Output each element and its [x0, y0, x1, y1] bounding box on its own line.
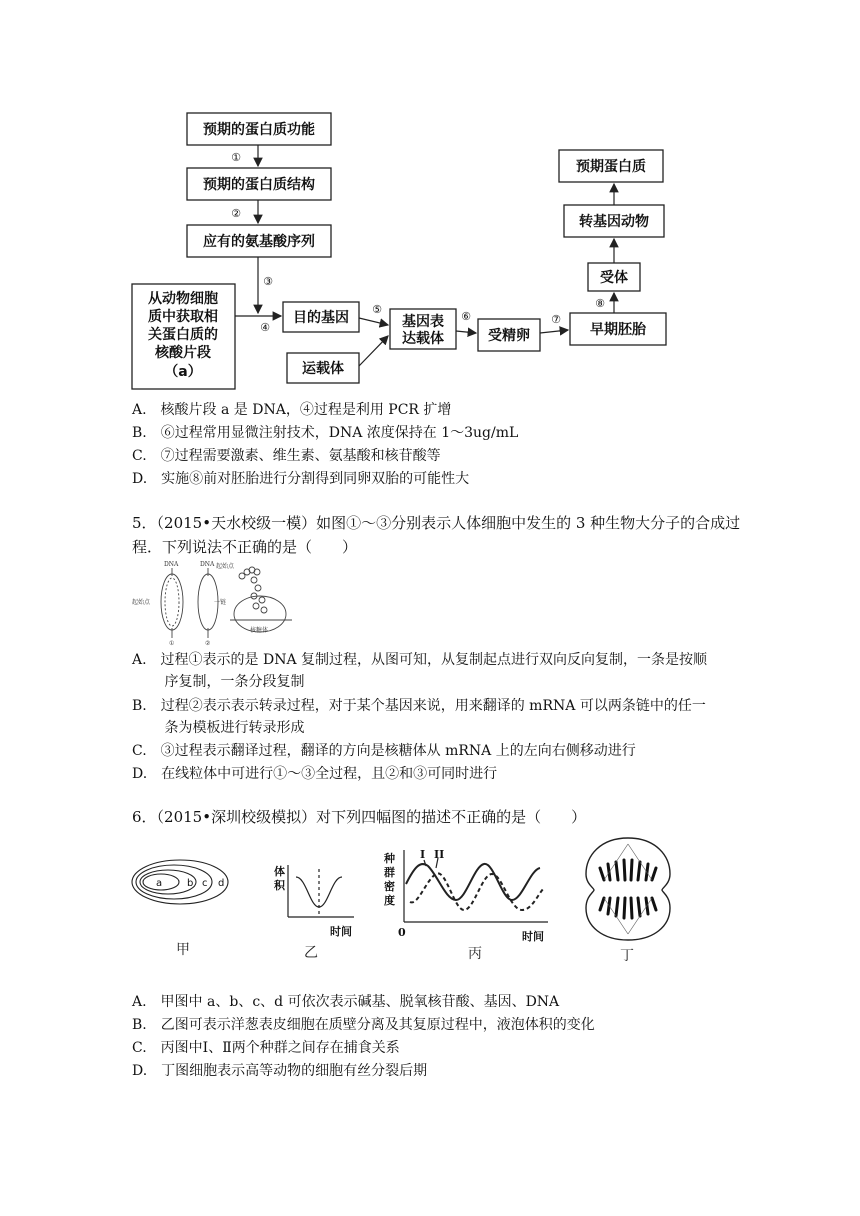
box-expected-protein-label: 预期蛋白质	[576, 159, 646, 175]
q5-stem-line1: 5．（2015•天水校级一模）如图①～③分别表示人体细胞中发生的 3 种生物大分子的合成过	[132, 514, 741, 532]
q4-option-d: D. 实施⑧前对胚胎进行分割得到同卵双胎的可能性大	[132, 471, 470, 487]
q5-figure	[130, 558, 300, 646]
q4-option-a: A. 核酸片段 a 是 DNA，④过程是利用 PCR 扩增	[132, 402, 452, 418]
q6-bing-ylabel1: 种	[384, 852, 395, 865]
marker-6: ⑥	[461, 310, 471, 323]
q5-option-b-cont: 条为模板进行转录形成	[132, 720, 305, 736]
marker-2: ②	[231, 207, 241, 220]
box-target-gene-label: 目的基因	[293, 310, 349, 326]
q5-option-b: B. 过程②表示表示转录过程，对于某个基因来说，用来翻译的 mRNA 可以两条链中的任一	[132, 698, 706, 714]
q4-option-b: B. ⑥过程常用显微注射技术，DNA 浓度保持在 1～3ug/mL	[132, 425, 519, 441]
q5-option-c: C. ③过程表示翻译过程，翻译的方向是核糖体从 mRNA 上的左向右侧移动进行	[132, 743, 636, 759]
q6-ding-caption: 丁	[620, 948, 634, 962]
marker-3: ③	[263, 275, 273, 288]
q6-jia-caption: 甲	[176, 942, 190, 958]
q6-bing-origin: 0	[398, 926, 406, 939]
q6-option-c: C. 丙图中Ⅰ、Ⅱ两个种群之间存在捕食关系	[132, 1040, 400, 1056]
q6-bing-xlabel: 时间	[522, 930, 544, 943]
marker-8: ⑧	[595, 297, 605, 310]
q6-yi-xlabel: 时间	[330, 925, 352, 938]
q5-option-a: A. 过程①表示的是 DNA 复制过程，从图可知，从复制起点进行双向反向复制，一条是按顺	[132, 652, 708, 668]
box-extract-line1: 从动物细胞	[148, 291, 218, 307]
flowchart-figure	[0, 0, 860, 400]
q6-yi-ylabel1: 体	[274, 865, 285, 878]
q6-bing-ylabel4: 度	[384, 894, 395, 907]
marker-5: ⑤	[372, 303, 382, 316]
q6-stem: 6．（2015•深圳校级模拟）对下列四幅图的描述不正确的是（ ）	[132, 808, 587, 826]
box-vector-line1: 基因表	[402, 314, 444, 330]
box-recipient-label: 受体	[600, 270, 628, 286]
box-structure-label: 预期的蛋白质结构	[203, 177, 315, 193]
q6-option-a: A. 甲图中 a、b、c、d 可依次表示碱基、脱氧核苷酸、基因、DNA	[132, 994, 560, 1010]
q6-jia-d: d	[218, 878, 225, 889]
box-carrier-label: 运载体	[302, 361, 344, 377]
q5-fig-num1: ①	[169, 640, 175, 646]
box-vector-line2: 达载体	[402, 331, 444, 347]
box-extract-line2: 质中获取相	[148, 309, 218, 325]
q5-option-a-cont: 序复制，一条分段复制	[132, 674, 305, 690]
q6-option-b: B. 乙图可表示洋葱表皮细胞在质壁分离及其复原过程中，液泡体积的变化	[132, 1017, 595, 1033]
box-extract-line3: 关蛋白质的	[148, 327, 218, 343]
box-zygote-label: 受精卵	[488, 328, 530, 344]
q6-bing-series1: I	[420, 848, 426, 861]
q5-stem-line2: 程．下列说法不正确的是（ ）	[132, 538, 358, 556]
q6-jia-c: c	[202, 878, 208, 889]
q6-fig-yi	[270, 855, 370, 959]
q6-fig-bing	[376, 840, 556, 960]
q5-fig-origin-left: 起始点	[132, 599, 151, 606]
q5-fig-dna1: DNA	[164, 561, 179, 568]
q5-fig-dna2: DNA	[200, 561, 215, 568]
q6-bing-series2: II	[434, 848, 445, 861]
q5-fig-origin-right: 起始点	[216, 563, 235, 570]
q4-option-c: C. ⑦过程需要激素、维生素、氨基酸和核苷酸等	[132, 448, 441, 464]
marker-4: ④	[260, 321, 270, 334]
q6-jia-a: a	[156, 878, 163, 889]
q6-bing-ylabel2: 群	[384, 866, 395, 879]
q6-yi-ylabel2: 积	[274, 879, 285, 892]
q6-yi-caption: 乙	[304, 945, 318, 959]
q5-fig-num2: ②	[205, 640, 211, 646]
q6-option-d: D. 丁图细胞表示高等动物的细胞有丝分裂后期	[132, 1063, 428, 1079]
q6-bing-ylabel3: 密	[384, 880, 395, 893]
box-extract-line5: （a）	[164, 364, 202, 380]
q5-fig-one-strand: 一链	[214, 599, 227, 606]
box-aa-seq-label: 应有的氨基酸序列	[203, 234, 315, 250]
marker-7: ⑦	[551, 313, 561, 326]
box-embryo-label: 早期胚胎	[590, 322, 646, 338]
q6-fig-ding	[578, 834, 678, 962]
q5-option-d: D. 在线粒体中可进行①～③全过程，且②和③可同时进行	[132, 766, 498, 782]
q6-fig-jia	[128, 858, 248, 958]
box-extract-line4: 核酸片段	[155, 345, 211, 361]
q5-fig-ribosome: 核糖体	[250, 627, 269, 634]
q6-jia-b: b	[187, 878, 194, 889]
q6-bing-caption: 丙	[468, 946, 482, 960]
marker-1: ①	[231, 151, 241, 164]
box-transgenic-label: 转基因动物	[579, 214, 649, 230]
box-function-label: 预期的蛋白质功能	[203, 122, 315, 138]
